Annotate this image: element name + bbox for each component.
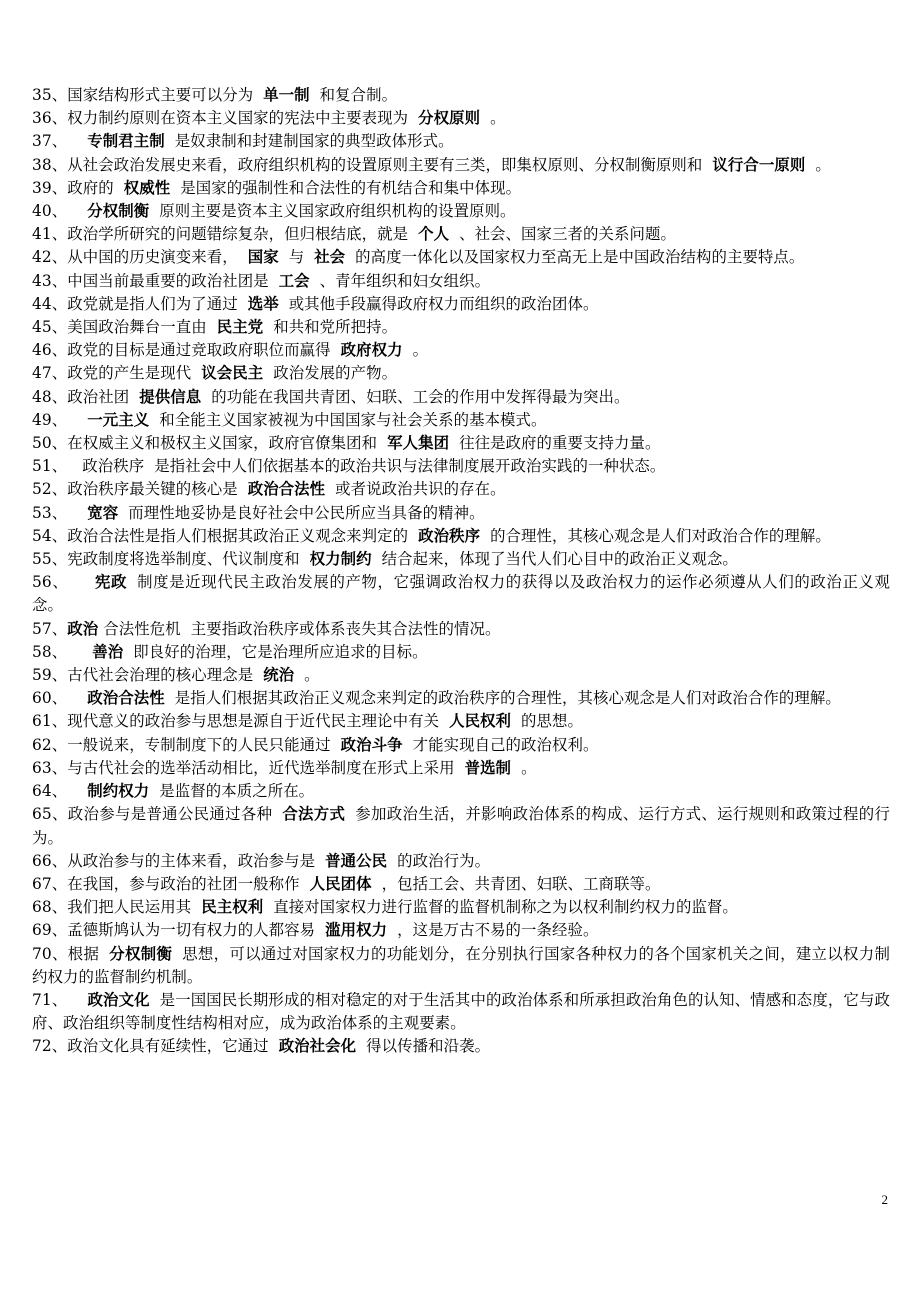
question-text: 是指人们根据其政治正义观念来判定的政治秩序的合理性，其核心观念是人们对政治合作的理解。 (174, 689, 841, 708)
question-item (32, 757, 890, 780)
question-text: 的政治行为。 (397, 851, 491, 870)
question-text: 、青年组织和妇女组织。 (319, 271, 491, 290)
question-text: 政治秩序最关键的核心是 (67, 480, 238, 499)
answer-term: 政治 (67, 619, 99, 638)
question-text (67, 991, 77, 1009)
question-number-separator: 、 (51, 86, 68, 104)
question-text: 政治合法性是指人们根据其政治正义观念来判定的 (67, 526, 409, 545)
question-text: 美国政治舞台一直由 (67, 318, 207, 337)
answer-term: 选举 (247, 294, 279, 313)
question-text: 与古代社会的选举活动相比，近代选举制度在形式上采用 (67, 758, 455, 777)
question-item (32, 362, 890, 385)
question-number-separator: 、 (51, 550, 68, 569)
question-item (32, 943, 890, 989)
question-item (32, 1035, 890, 1058)
question-text: 根据 (67, 944, 100, 963)
question-number: 48 (32, 387, 52, 406)
question-text (67, 411, 77, 429)
question-item (32, 293, 890, 316)
question-number: 52 (32, 480, 52, 499)
question-number-separator: 、 (51, 434, 68, 453)
question-text: 制度是近现代民主政治发展的产物，它强调政治权力的获得以及政治权力的运作必须遵从人们的政治正义观念。 (32, 573, 891, 615)
question-text: 合法性危机 主要指政治秩序或体系丧失其合法性的情况。 (98, 619, 501, 638)
question-number-separator: 、 (51, 642, 68, 661)
question-text: 政党的目标是通过竞取政府职位而赢得 (67, 341, 331, 360)
question-text: 政治发展的产物。 (273, 364, 398, 383)
question-text: 现代意义的政治参与思想是源自于近代民主理论中有关 (67, 712, 440, 731)
question-text: 或者说政治共识的存在。 (335, 480, 506, 499)
answer-term: 政治文化 (87, 990, 150, 1009)
question-number: 55 (32, 550, 52, 569)
question-text: 参加政治生活，并影响政治体系的构成、运行方式、运行规则和政策过程的行为。 (32, 805, 890, 847)
answer-term: 单一制 (263, 86, 310, 104)
question-item (32, 502, 890, 525)
question-text: 政府的 (67, 178, 114, 197)
question-number: 63 (32, 758, 52, 777)
question-item (32, 84, 890, 107)
answer-term: 权力制约 (309, 550, 372, 569)
question-item (32, 850, 890, 873)
question-text: 宪政制度将选举制度、代议制度和 (67, 550, 300, 569)
question-number: 41 (32, 225, 52, 244)
question-number-separator: 、 (51, 132, 68, 151)
question-item (32, 989, 890, 1035)
question-number-separator: 、 (51, 735, 68, 754)
question-item (32, 177, 890, 200)
question-number-separator: 、 (51, 573, 69, 592)
answer-term: 人民团体 (309, 874, 372, 893)
question-text: 。 (412, 341, 429, 360)
question-number-separator: 、 (51, 758, 68, 777)
question-text: 从社会政治发展史来看，政府组织机构的设置原则主要有三类，即集权原则、分权制衡原则和 (67, 155, 703, 174)
question-text: 孟德斯鸠认为一切有权力的人都容易 (67, 921, 316, 940)
question-item (32, 432, 890, 455)
question-text: 政治学所研究的问题错综复杂，但归根结底，就是 (67, 225, 409, 244)
question-number: 71 (32, 990, 52, 1009)
question-number-separator: 、 (51, 480, 68, 499)
question-text (67, 132, 77, 150)
question-number-separator: 、 (51, 341, 68, 360)
question-item (32, 316, 890, 339)
question-number: 45 (32, 318, 52, 337)
answer-term: 政治斗争 (340, 735, 403, 754)
question-number: 62 (32, 735, 52, 754)
answer-term: 宪政 (94, 573, 128, 592)
answer-term: 议会民主 (201, 364, 264, 383)
answer-term: 人民权利 (449, 712, 512, 731)
question-number: 66 (32, 851, 52, 870)
answer-term: 政治合法性 (87, 689, 165, 708)
question-number-separator: 、 (51, 666, 68, 685)
question-item (32, 734, 890, 757)
question-text: 。 (521, 758, 537, 777)
question-number-separator: 、 (51, 387, 68, 406)
question-item (32, 270, 890, 293)
answer-term: 合法方式 (282, 805, 346, 824)
question-number: 47 (32, 364, 52, 383)
answer-term: 一元主义 (87, 410, 150, 429)
question-number: 72 (32, 1037, 52, 1056)
question-text: ，包括工会、共青团、妇联、工商联等。 (381, 874, 661, 893)
question-text: 在权威主义和极权主义国家，政府官僚集团和 (67, 434, 378, 453)
question-item (32, 339, 890, 362)
question-number-separator: 、 (51, 202, 68, 221)
question-number-separator: 、 (51, 990, 68, 1009)
answer-term: 政府权力 (340, 341, 403, 360)
question-text: 政治文化具有延续性，它通过 (67, 1037, 269, 1056)
question-text: 权力制约原则在资本主义国家的宪法中主要表现为 (67, 109, 409, 128)
question-item (32, 803, 890, 849)
answer-term: 分权制衡 (87, 202, 150, 221)
answer-term: 议行合一原则 (712, 155, 806, 174)
question-number-separator: 、 (51, 689, 68, 708)
question-number: 53 (32, 503, 52, 522)
question-number: 61 (32, 712, 52, 731)
question-item (32, 873, 890, 896)
question-text: 和共和党所把持。 (273, 318, 398, 337)
answer-term: 政治社会化 (278, 1037, 357, 1056)
page-number: 2 (881, 1192, 888, 1207)
question-text: 一般说来，专制制度下的人民只能通过 (67, 735, 331, 754)
question-text: 而理性地妥协是良好社会中公民所应当具备的精神。 (128, 503, 485, 522)
question-number-separator: 、 (51, 457, 68, 476)
answer-term: 国家 (247, 248, 279, 267)
question-text: 政治社团 (67, 387, 130, 406)
question-text: 国家结构形式主要可以分为 (67, 86, 254, 104)
question-number-separator: 、 (51, 248, 68, 267)
question-item (32, 386, 890, 409)
question-text: 的思想。 (521, 712, 584, 731)
question-number: 42 (32, 248, 52, 267)
answer-term: 民主党 (216, 318, 264, 337)
question-number-separator: 、 (51, 178, 68, 197)
question-text: 才能实现自己的政治权利。 (412, 735, 599, 754)
question-number: 70 (32, 944, 52, 963)
question-text: 我们把人民运用其 (67, 898, 192, 917)
question-number: 43 (32, 271, 52, 290)
question-number: 38 (32, 155, 52, 174)
question-text: 是奴隶制和封建制国家的典型政体形式。 (174, 132, 454, 151)
question-number-separator: 、 (51, 526, 68, 545)
answer-term: 个人 (418, 225, 450, 244)
question-number: 58 (32, 642, 52, 661)
question-item (32, 618, 890, 641)
question-text: 。 (490, 109, 506, 128)
answer-term: 普选制 (464, 758, 512, 777)
answer-term: 滥用权力 (325, 921, 388, 940)
question-text: 结合起来，体现了当代人们心目中的政治正义观念。 (381, 550, 738, 569)
question-number-separator: 、 (51, 874, 68, 893)
question-item (32, 780, 890, 803)
question-text: 是一国国民长期形成的相对稳定的对于生活其中的政治体系和所承担政治角色的认知、情感和态度，它与政府、政治组织等制度性结构相对应，成为政治体系的主观要素。 (32, 990, 890, 1033)
question-item (32, 154, 890, 177)
question-text: 的功能在我国共青团、妇联、工会的作用中发挥得最为突出。 (211, 387, 630, 406)
question-text: 即良好的治理，它是治理所应追求的目标。 (133, 642, 428, 661)
answer-term: 工会 (278, 271, 310, 290)
question-text: 和全能主义国家被视为中国国家与社会关系的基本模式。 (159, 410, 547, 429)
question-item (32, 664, 890, 687)
question-text (67, 504, 77, 522)
question-text: 是监督的本质之所在。 (159, 782, 315, 801)
question-number-separator: 、 (51, 271, 68, 290)
question-text: 和复合制。 (319, 86, 398, 104)
question-text: 思想，可以通过对国家权力的功能划分，在分别执行国家各种权力的各个国家机关之间，建立以权力制约权力的监督制约机制。 (32, 944, 890, 986)
question-number-separator: 、 (51, 851, 68, 870)
question-item (32, 919, 890, 942)
question-text: 与 (288, 248, 305, 267)
question-text: 政治秩序 是指社会中人们依据基本的政治共识与法律制度展开政治实践的一种状态。 (67, 457, 666, 476)
question-text: 中国当前最重要的政治社团是 (67, 271, 269, 290)
question-text: 、社会、国家三者的关系问题。 (459, 225, 676, 244)
question-number-separator: 、 (51, 1037, 68, 1056)
answer-term: 分权原则 (418, 109, 481, 128)
question-number: 60 (32, 689, 52, 708)
question-text: 直接对国家权力进行监督的监督机制称之为以权利制约权力的监督。 (273, 898, 738, 917)
question-list (32, 84, 890, 1059)
question-number-separator: 、 (51, 805, 68, 824)
question-number: 67 (32, 874, 52, 893)
question-text: 在我国，参与政治的社团一般称作 (67, 874, 300, 893)
question-item (32, 525, 890, 548)
question-text: 的合理性，其核心观念是人们对政治合作的理解。 (490, 526, 831, 545)
answer-term: 政治秩序 (418, 526, 481, 545)
question-text (67, 689, 77, 707)
question-number-separator: 、 (51, 155, 68, 174)
question-item (32, 896, 890, 919)
answer-term: 普通公民 (325, 851, 388, 870)
question-text (67, 782, 77, 800)
question-number: 40 (32, 202, 52, 221)
question-number-separator: 、 (51, 921, 68, 940)
question-text: 。 (304, 666, 320, 685)
question-number: 54 (32, 526, 52, 545)
question-item (32, 571, 890, 617)
question-item (32, 641, 890, 664)
answer-term: 民主权利 (201, 898, 264, 917)
question-item (32, 478, 890, 501)
answer-term: 善治 (92, 642, 124, 661)
question-text: 从中国的历史演变来看， (67, 248, 238, 267)
question-item (32, 455, 890, 478)
question-text: 。 (815, 155, 831, 174)
question-number: 68 (32, 898, 52, 917)
question-number: 35 (32, 86, 52, 104)
question-text: 是国家的强制性和合法性的有机结合和集中体现。 (180, 178, 522, 197)
question-item (32, 409, 890, 432)
question-number-separator: 、 (51, 318, 68, 337)
question-number-separator: 、 (51, 944, 68, 963)
question-text (68, 573, 85, 591)
question-text (67, 202, 77, 220)
question-number: 64 (32, 782, 52, 801)
answer-term: 分权制衡 (109, 944, 173, 963)
question-number: 39 (32, 178, 52, 197)
question-number: 56 (32, 573, 52, 592)
question-number: 37 (32, 132, 52, 151)
answer-term: 宽容 (87, 503, 119, 522)
question-number: 65 (32, 805, 52, 824)
question-item (32, 200, 890, 223)
answer-term: 统治 (263, 666, 295, 685)
question-number: 49 (32, 410, 52, 429)
question-number-separator: 、 (51, 503, 68, 522)
question-number-separator: 、 (51, 225, 68, 244)
answer-term: 军人集团 (387, 434, 450, 453)
question-text (67, 643, 82, 661)
question-item (32, 246, 890, 269)
question-text: 政党的产生是现代 (67, 364, 192, 383)
question-number-separator: 、 (51, 712, 68, 731)
question-text: 的高度一体化以及国家权力至高无上是中国政治结构的主要特点。 (355, 248, 805, 267)
question-item (32, 107, 890, 130)
question-number-separator: 、 (51, 364, 68, 383)
question-number-separator: 、 (51, 619, 68, 638)
question-item (32, 223, 890, 246)
answer-term: 政治合法性 (247, 480, 326, 499)
question-text: 得以传播和沿袭。 (366, 1037, 491, 1056)
question-number-separator: 、 (51, 294, 68, 313)
question-item (32, 548, 890, 571)
question-text: 政治参与是普通公民通过各种 (67, 805, 273, 824)
question-text: ，这是万古不易的一条经验。 (397, 921, 599, 940)
question-number-separator: 、 (51, 109, 68, 128)
question-number: 44 (32, 294, 52, 313)
question-text: 政党就是指人们为了通过 (67, 294, 238, 313)
question-text: 或其他手段赢得政府权力而组织的政治团体。 (288, 294, 599, 313)
question-number: 36 (32, 109, 52, 128)
answer-term: 制约权力 (87, 782, 150, 801)
question-text: 原则主要是资本主义国家政府组织机构的设置原则。 (159, 202, 516, 221)
answer-term: 专制君主制 (87, 132, 165, 151)
question-text: 从政治参与的主体来看，政治参与是 (67, 851, 316, 870)
question-number-separator: 、 (51, 898, 68, 917)
question-item (32, 687, 890, 710)
answer-term: 社会 (314, 248, 346, 267)
question-number-separator: 、 (51, 410, 68, 429)
question-number: 59 (32, 666, 52, 685)
question-item (32, 710, 890, 733)
answer-term: 权威性 (123, 178, 171, 197)
question-text: 古代社会治理的核心理念是 (67, 666, 254, 685)
question-number: 50 (32, 434, 52, 453)
question-number: 51 (32, 457, 52, 476)
answer-term: 提供信息 (139, 387, 202, 406)
question-number: 46 (32, 341, 52, 360)
question-number: 69 (32, 921, 52, 940)
question-item (32, 130, 890, 153)
question-text: 往往是政府的重要支持力量。 (459, 434, 661, 453)
question-number-separator: 、 (51, 782, 68, 801)
question-number: 57 (32, 619, 52, 638)
